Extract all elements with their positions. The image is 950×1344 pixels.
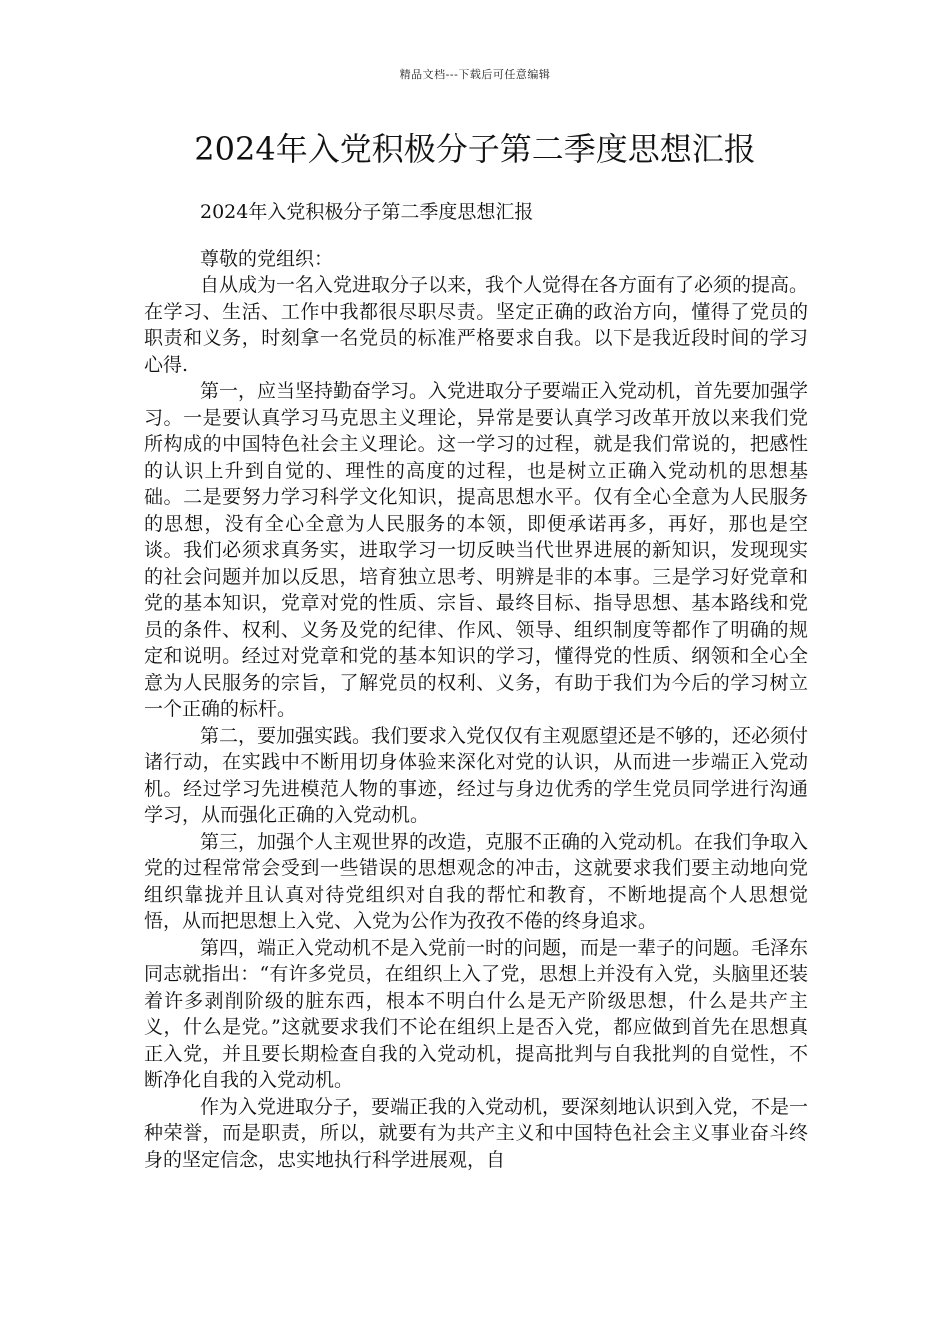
header-note: 精品文档---下载后可任意编辑 [399,68,551,81]
document-body [144,199,808,1173]
document-subtitle: 2024年入党积极分子第二季度思想汇报 [200,201,534,223]
paragraph-conclusion: 作为入党进取分子，要端正我的入党动机，要深刻地认识到入党，不是一种荣誉，而是职责，所以，就要有为共产主义和中国特色社会主义事业奋斗终身的坚定信念，忠实地执行科学进展观，自 [144,1095,809,1171]
paragraph-intro: 自从成为一名入党进取分子以来，我个人觉得在各方面有了必须的提高。在学习、生活、工作中我都很尽职尽责。坚定正确的政治方向，懂得了党员的职责和义务，时刻拿一名党员的标准严格要求自我。以下是我近段时间的学习心得. [144,274,809,376]
paragraph-third: 第三，加强个人主观世界的改造，克服不正确的入党动机。在我们争取入党的过程常常会受到一些错误的思想观念的冲击，这就要求我们要主动地向党组织靠拢并且认真对待党组织对自我的帮忙和教育，不断地提高个人思想觉悟，从而把思想上入党、入党为公作为孜孜不倦的终身追求。 [144,830,809,932]
greeting: 尊敬的党组织： [200,247,334,270]
paragraph-fourth: 第四，端正入党动机不是入党前一时的问题，而是一辈子的问题。毛泽东同志就指出：“有许多党员，在组织上入了党，思想上并没有入党，头脑里还装着许多剥削阶级的脏东西，根本不明白什么是无产阶级思想，什么是共产主义，什么是党。”这就要求我们不论在组织上是否入党，都应做到首先在思想真正入党，并且要长期检查自我的入党动机，提高批判与自我批判的自觉性，不断净化自我的入党动机。 [144,936,809,1091]
paragraph-first: 第一，应当坚持勤奋学习。入党进取分子要端正入党动机，首先要加强学习。一是要认真学习马克思主义理论，异常是要认真学习改革开放以来我们党所构成的中国特色社会主义理论。这一学习的过程，就是我们常说的，把感性的认识上升到自觉的、理性的高度的过程，也是树立正确入党动机的思想基础。二是要努力学习科学文化知识，提高思想水平。仅有全心全意为人民服务的思想，没有全心全意为人民服务的本领，即便承诺再多，再好，那也是空谈。我们必须求真务实，进取学习一切反映当代世界进展的新知识，发现现实的社会问题并加以反思，培育独立思考、明辨是非的本事。三是学习好党章和党的基本知识，党章对党的性质、宗旨、最终目标、指导思想、基本路线和党员的条件、权利、义务及党的纪律、作风、领导、组织制度等都作了明确的规定和说明。经过对党章和党的基本知识的学习，懂得党的性质、纲领和全心全意为人民服务的宗旨，了解党员的权利、义务，有助于我们为今后的学习树立一个正确的标杆。 [144,380,809,720]
paragraph-second: 第二，要加强实践。我们要求入党仅仅有主观愿望还是不够的，还必须付诸行动，在实践中不断用切身体验来深化对党的认识，从而进一步端正入党动机。经过学习先进模范人物的事迹，经过与身边优秀的学生党员同学进行沟通学习，从而强化正确的入党动机。 [144,724,809,826]
document-title: 2024年入党积极分子第二季度思想汇报 [194,130,756,168]
